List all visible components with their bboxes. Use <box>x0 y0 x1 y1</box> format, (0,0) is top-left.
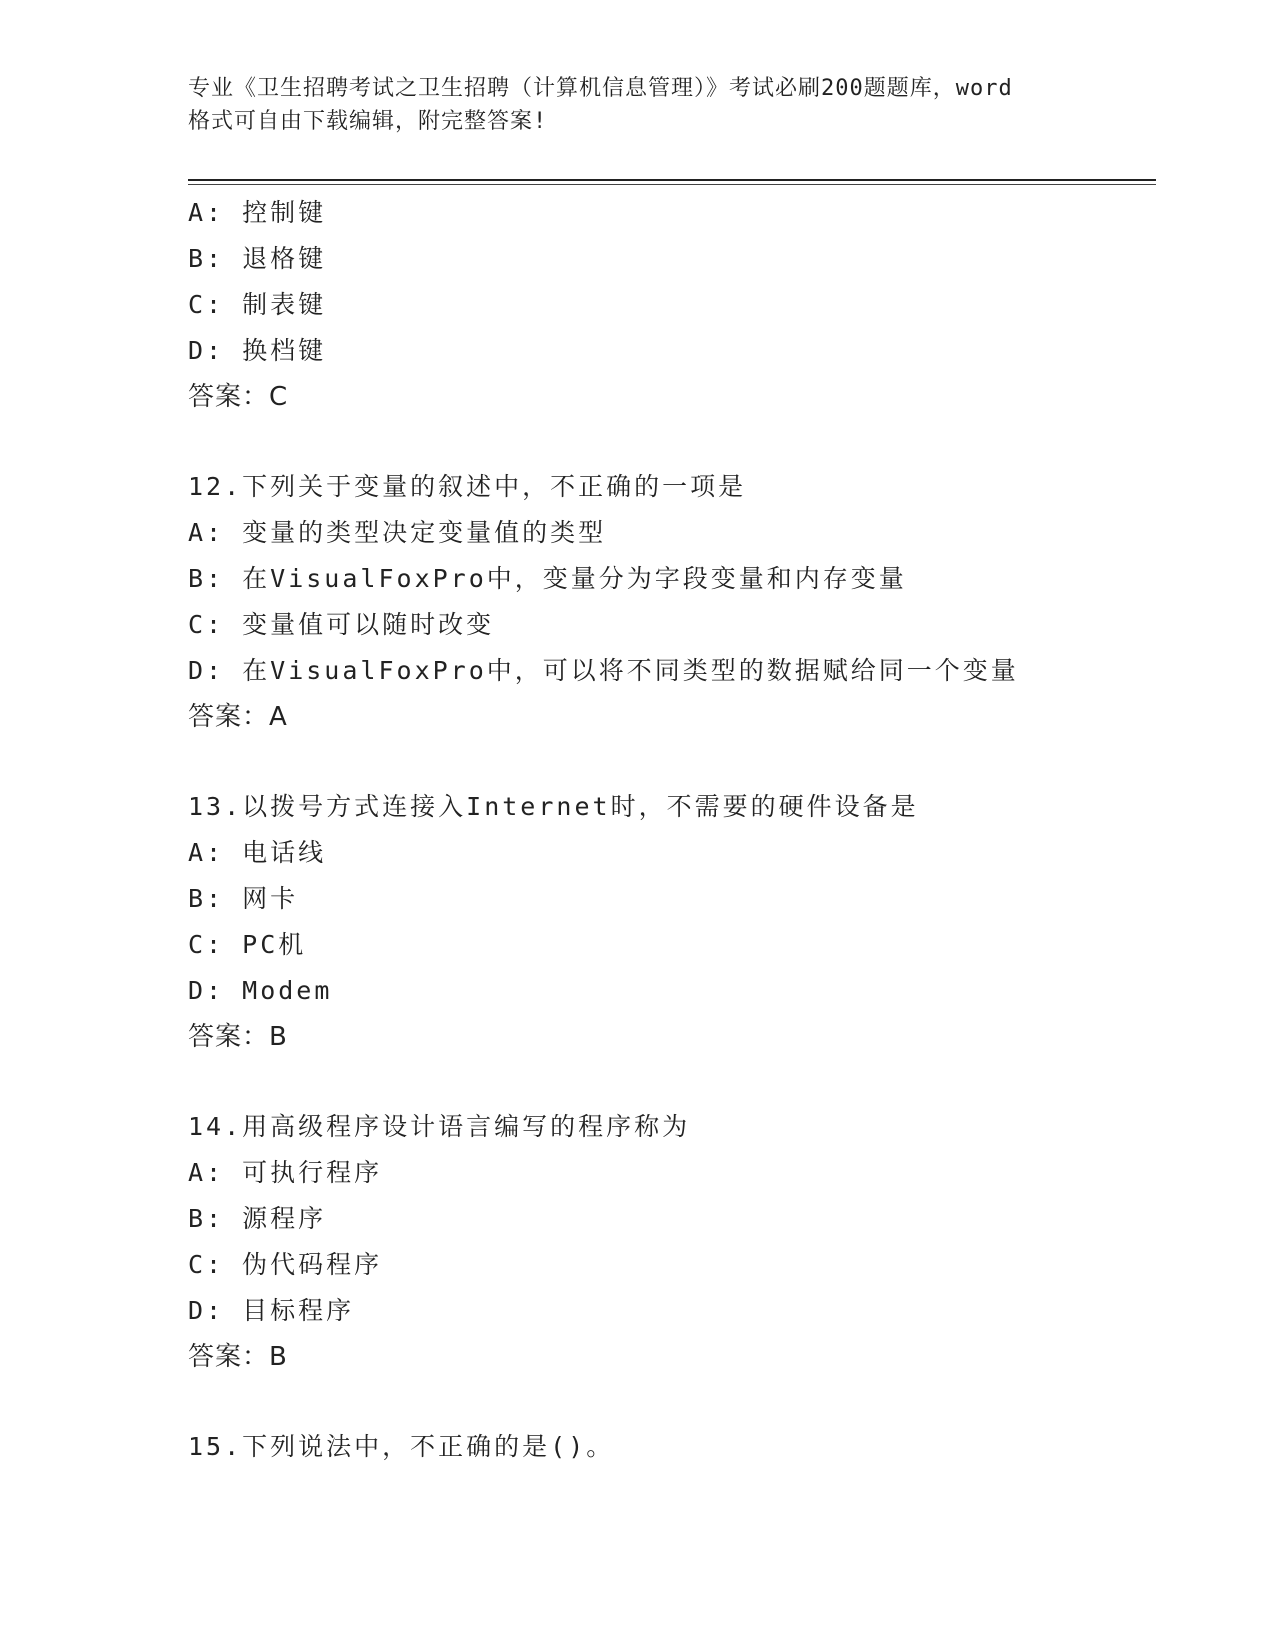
option-c: C: 制表键 <box>188 290 327 319</box>
question-text: 15.下列说法中，不正确的是()。 <box>188 1432 615 1461</box>
option-c: C: 伪代码程序 <box>188 1250 383 1279</box>
answer-line: 答案：B <box>188 1022 288 1052</box>
question-block-13 <box>188 784 1148 1060</box>
spacer <box>188 1380 1148 1424</box>
answer-line: 答案：C <box>188 382 289 412</box>
option-b: B: 网卡 <box>188 884 299 913</box>
question-block-14 <box>188 1104 1148 1380</box>
option-a: A: 控制键 <box>188 198 327 227</box>
option-a: A: 变量的类型决定变量值的类型 <box>188 518 607 547</box>
header-divider-thick <box>188 179 1156 181</box>
option-c: C: 变量值可以随时改变 <box>188 610 495 639</box>
spacer <box>188 1060 1148 1104</box>
answer-line: 答案：B <box>188 1342 288 1372</box>
header-line-2: 格式可自由下载编辑，附完整答案! <box>188 109 548 134</box>
header-divider-thin <box>188 184 1156 185</box>
option-d: D: 换档键 <box>188 336 327 365</box>
option-b: B: 退格键 <box>188 244 327 273</box>
option-d: D: 目标程序 <box>188 1296 355 1325</box>
question-text: 12.下列关于变量的叙述中，不正确的一项是 <box>188 472 747 501</box>
option-a: A: 可执行程序 <box>188 1158 383 1187</box>
option-b: B: 源程序 <box>188 1204 327 1233</box>
question-list <box>188 190 1148 1470</box>
option-b: B: 在VisualFoxPro中，变量分为字段变量和内存变量 <box>188 564 907 593</box>
option-a: A: 电话线 <box>188 838 327 867</box>
document-header <box>188 72 1088 138</box>
header-line-1: 专业《卫生招聘考试之卫生招聘（计算机信息管理）》考试必刷200题题库，word <box>188 76 1013 101</box>
question-text: 14.用高级程序设计语言编写的程序称为 <box>188 1112 691 1141</box>
question-block-12 <box>188 464 1148 740</box>
option-d: D: 在VisualFoxPro中，可以将不同类型的数据赋给同一个变量 <box>188 656 1019 685</box>
question-block-15 <box>188 1424 1148 1470</box>
answer-line: 答案：A <box>188 702 288 732</box>
spacer <box>188 740 1148 784</box>
option-d: D: Modem <box>188 976 333 1005</box>
question-block-11 <box>188 190 1148 420</box>
question-text: 13.以拨号方式连接入Internet时，不需要的硬件设备是 <box>188 792 919 821</box>
spacer <box>188 420 1148 464</box>
option-c: C: PC机 <box>188 930 307 959</box>
